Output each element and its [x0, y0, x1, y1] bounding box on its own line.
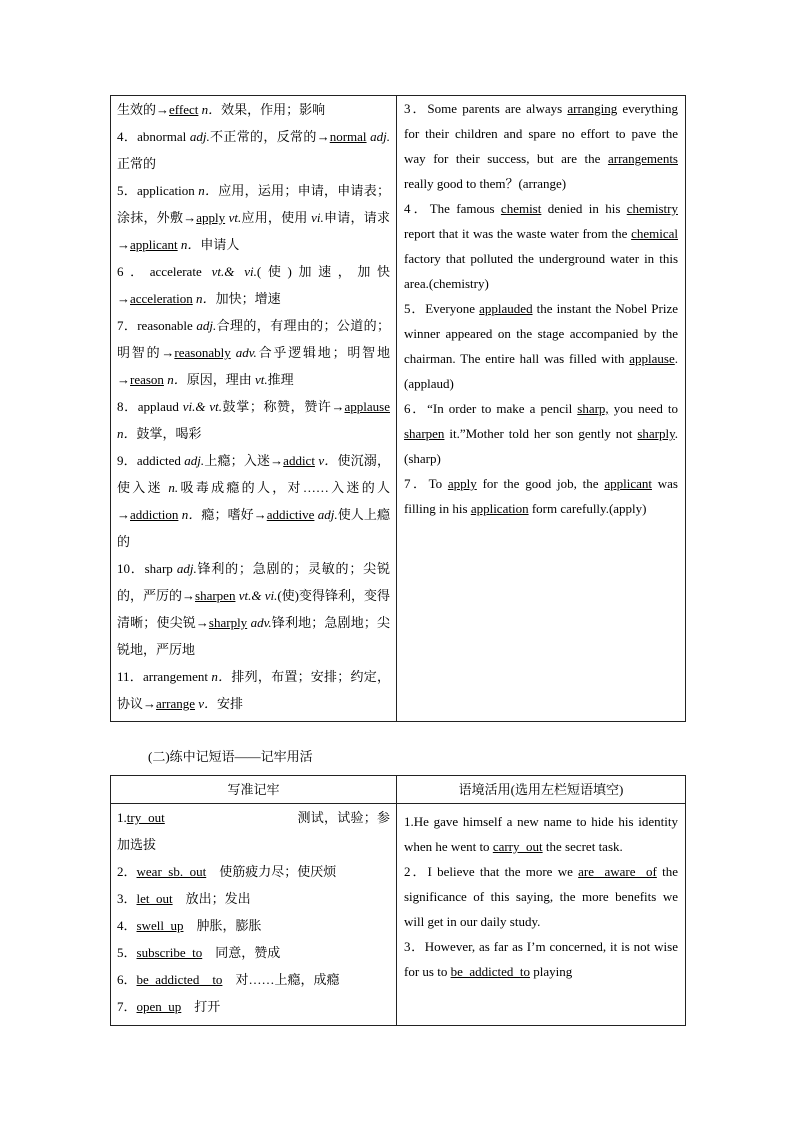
part-of-speech: adv. [230, 345, 257, 360]
text-segment: .(sharp) [404, 426, 678, 466]
phrase-right-cell [397, 804, 686, 1026]
phrase-header-right: 语境活用(选用左栏短语填空) [397, 776, 686, 804]
answer-word: are aware of [578, 864, 657, 879]
part-of-speech: adj. [172, 561, 197, 576]
answer-word: addictive [266, 507, 315, 522]
answer-word: acceleration [130, 291, 193, 306]
text-segment: 7． [117, 999, 137, 1014]
answer-word: applauded [479, 301, 533, 316]
vocab-entry [117, 447, 390, 555]
answer-word: apply [196, 210, 226, 225]
text-segment: 放出；发出 [172, 891, 251, 906]
section-heading: (二)练中记短语——记牢用活 [148, 749, 313, 764]
phrase-entry [117, 966, 390, 993]
answer-word: normal [329, 129, 367, 144]
part-of-speech: adj. [180, 453, 205, 468]
part-of-speech: v． [314, 453, 338, 468]
vocab-entry [117, 96, 390, 123]
answer-word: applicant [130, 237, 178, 252]
text-segment: 5． [117, 945, 137, 960]
answer-word: chemist [500, 201, 542, 216]
vocab-table [110, 95, 686, 722]
text-segment: 5．application [117, 183, 195, 198]
part-of-speech: adj. [192, 318, 217, 333]
text-segment: 锋利的；急剧的；灵敏的；尖锐的，严厉的→ [117, 561, 390, 603]
text-segment: the secret task. [542, 839, 623, 854]
vocab-right-cell [397, 96, 686, 722]
phrase-table [110, 775, 686, 1026]
text-segment: 6． [117, 972, 137, 987]
text-segment: you need to [608, 401, 679, 416]
text-segment: 肿胀，膨胀 [183, 918, 262, 933]
vocab-example-sentence [404, 196, 678, 296]
page-content [110, 95, 685, 1026]
text-segment: everything for their children and spare no effort to pave the way for their success, but are the [404, 101, 679, 166]
part-of-speech: n． [207, 669, 232, 684]
text-segment: 原因，理由 [186, 372, 252, 387]
vocab-entry [117, 393, 390, 447]
answer-word: be addicted to [136, 972, 223, 987]
answer-word: apply [447, 476, 477, 491]
answer-word: carry out [492, 839, 543, 854]
text-segment: 安排 [217, 696, 244, 711]
part-of-speech: adv. [247, 615, 272, 630]
text-segment: 6．“In order to make a pencil [404, 401, 578, 416]
text-segment: 7．To [404, 476, 448, 491]
text-segment: 鼓掌；称赞，赞许→ [222, 399, 345, 414]
part-of-speech: n． [163, 372, 187, 387]
answer-word: sharpen [404, 426, 445, 441]
text-segment: denied in his [541, 201, 627, 216]
answer-word: wear sb. out [136, 864, 207, 879]
part-of-speech: n． [192, 291, 216, 306]
text-segment: the significance of this saying, the more benefits we will get in our daily study. [404, 864, 678, 929]
answer-word: addiction [130, 507, 179, 522]
vocab-entry [117, 258, 390, 312]
answer-word: try out [126, 810, 165, 825]
text-segment: 使人上瘾的 [117, 507, 390, 549]
text-segment: 正常的 [117, 156, 157, 171]
part-of-speech: vi.& vt. [178, 399, 222, 414]
part-of-speech: n． [178, 507, 202, 522]
answer-word: open up [136, 999, 182, 1014]
text-segment: 生效的→ [117, 102, 170, 117]
text-segment: 合理的，有理由的；公道的；明智的→ [117, 318, 390, 360]
text-segment: 申请人 [200, 237, 240, 252]
vocab-left-cell [111, 96, 397, 722]
text-segment: 5．Everyone [404, 301, 480, 316]
text-segment: 推理 [267, 372, 294, 387]
phrase-table-header-row [111, 776, 686, 804]
text-segment: 4． [117, 918, 137, 933]
text-segment: 对……上瘾，成瘾 [222, 972, 340, 987]
text-segment: 应用，使用 [241, 210, 308, 225]
phrase-entry [117, 858, 390, 885]
phrase-table-body-row [111, 804, 686, 1026]
answer-word: applause [344, 399, 390, 414]
answer-word: sharp, [577, 401, 609, 416]
text-segment: 同意，赞成 [202, 945, 281, 960]
text-segment: 3．Some parents are always [404, 101, 568, 116]
text-segment: playing [530, 964, 573, 979]
vocab-table-row [111, 96, 686, 722]
vocab-entry [117, 555, 390, 663]
text-segment: 效果，作用；影响 [221, 102, 326, 117]
text-segment: 8．applaud [117, 399, 179, 414]
text-segment: 1.He gave himself a new name to hide his identity when he went to [404, 814, 678, 854]
phrase-entry [117, 885, 390, 912]
text-segment: was filling in his [404, 476, 678, 516]
vocab-entry [117, 663, 390, 717]
vocab-example-sentence [404, 396, 678, 471]
text-segment: 3． [117, 891, 137, 906]
answer-word: reasonably [174, 345, 231, 360]
part-of-speech: vt.& vi. [201, 264, 257, 279]
text-segment: for the good job, the [476, 476, 605, 491]
text-segment: 2．I believe that the more we [404, 864, 579, 879]
part-of-speech: vt.& vi. [235, 588, 278, 603]
part-of-speech: vt. [225, 210, 242, 225]
answer-word: swell up [136, 918, 184, 933]
part-of-speech: v． [194, 696, 218, 711]
text-segment: (使)加速，加快→ [117, 264, 390, 306]
answer-word: sharply [637, 426, 675, 441]
phrase-header-left: 写准记牢 [111, 776, 397, 804]
answer-word: chemistry [626, 201, 678, 216]
answer-word: reason [130, 372, 164, 387]
text-segment: 测试，试验；参加选拔 [117, 810, 390, 852]
phrase-entry [117, 993, 390, 1020]
text-segment: form carefully.(apply) [528, 501, 647, 516]
text-segment: (使)变得锋利，变得清晰；使尖锐→ [117, 588, 391, 630]
answer-word: effect [169, 102, 199, 117]
text-segment: 10．sharp [117, 561, 173, 576]
answer-word: sharpen [195, 588, 236, 603]
text-segment: 上瘾；入迷→ [204, 453, 284, 468]
text-segment: it.”Mother told her son gently not [444, 426, 638, 441]
vocab-example-sentence [404, 296, 678, 396]
text-segment: 锋利地；急剧地；尖锐地，严厉地 [117, 615, 390, 657]
text-segment: 合乎逻辑地；明智地→ [117, 345, 390, 387]
phrase-entry [117, 804, 390, 858]
answer-word: arranging [567, 101, 618, 116]
text-segment: 1. [117, 810, 127, 825]
answer-word: applicant [604, 476, 652, 491]
part-of-speech: n． [117, 426, 137, 441]
text-segment: really good to them？(arrange) [404, 176, 567, 191]
answer-word: applause [629, 351, 675, 366]
text-segment: 3．However, as far as I’m concerned, it is not wise for us to [404, 939, 678, 979]
part-of-speech: vi. [307, 210, 324, 225]
vocab-example-sentence [404, 96, 678, 196]
text-segment: 应用，运用；申请，申请表；涂抹，外敷→ [117, 183, 390, 225]
answer-word: chemical [631, 226, 678, 241]
text-segment: 使筋疲力尽；使厌烦 [206, 864, 337, 879]
phrase-example-sentence [404, 809, 678, 859]
text-segment: 6．accelerate [117, 264, 202, 279]
answer-word: arrange [156, 696, 195, 711]
text-segment: 打开 [181, 999, 221, 1014]
part-of-speech: n． [194, 183, 219, 198]
text-segment: 2． [117, 864, 137, 879]
text-segment: 加快；增速 [215, 291, 281, 306]
phrase-entry [117, 939, 390, 966]
answer-word: application [470, 501, 529, 516]
text-segment: report that it was the waste water from the [404, 226, 632, 241]
text-segment: 申请，请求→ [117, 210, 390, 252]
vocab-entry [117, 312, 390, 393]
part-of-speech: vt. [251, 372, 268, 387]
answer-word: sharply [208, 615, 248, 630]
text-segment: .(applaud) [404, 351, 678, 391]
part-of-speech: adj. [314, 507, 338, 522]
part-of-speech: n. [162, 480, 179, 495]
text-segment: 不正常的，反常的→ [209, 129, 330, 144]
text-segment: 4．abnormal [117, 129, 187, 144]
text-segment: 瘾；嗜好→ [201, 507, 267, 522]
vocab-example-sentence [404, 471, 678, 521]
part-of-speech: adj. [186, 129, 210, 144]
answer-word: subscribe to [136, 945, 203, 960]
phrase-left-cell [111, 804, 397, 1026]
answer-word: let out [136, 891, 173, 906]
text-segment: 使沉溺，使入迷 [117, 453, 390, 495]
answer-word: arrangements [607, 151, 678, 166]
text-segment: 排列，布置；安排；约定，协议→ [117, 669, 390, 711]
text-segment: 11．arrangement [117, 669, 208, 684]
phrase-entry [117, 912, 390, 939]
text-segment: 7．reasonable [117, 318, 193, 333]
text-segment: 吸毒成瘾的人，对……入迷的人→ [117, 480, 390, 522]
vocab-entry [117, 177, 390, 258]
phrase-example-sentence [404, 934, 678, 984]
text-segment: factory that polluted the underground water in this area.(chemistry) [404, 251, 678, 291]
part-of-speech: adj. [366, 129, 390, 144]
answer-word: addict [283, 453, 315, 468]
answer-word: be addicted to [450, 964, 531, 979]
vocab-entry [117, 123, 390, 177]
phrase-example-sentence [404, 859, 678, 934]
part-of-speech: n． [198, 102, 222, 117]
text-segment: 9．addicted [117, 453, 181, 468]
text-segment: the instant the Nobel Prize winner appeared on the stage accompanied by the chairman. The entire hall was filled with [404, 301, 678, 366]
part-of-speech: n． [177, 237, 201, 252]
text-segment: 鼓掌，喝彩 [136, 426, 202, 441]
text-segment: 4．The famous [404, 201, 501, 216]
